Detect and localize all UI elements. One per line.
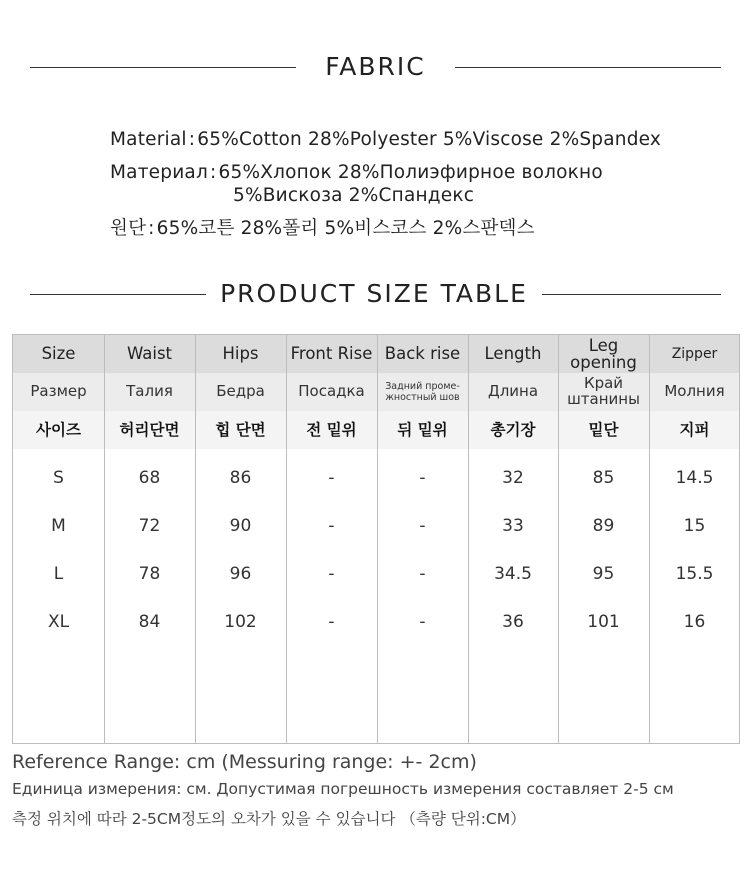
table-cell-zipper: 15 — [683, 516, 706, 537]
header-ko-hips: 힙 단면 — [215, 420, 266, 439]
header-ru-back-rise: Задний проме-жностный шов — [385, 380, 460, 403]
column-divider — [377, 335, 378, 743]
header-ko-length: 총기장 — [490, 420, 536, 439]
table-cell-leg-opening: 101 — [587, 612, 620, 633]
table-cell-waist: 68 — [138, 468, 161, 489]
table-cell-back-rise: - — [419, 516, 426, 537]
table-cell-zipper: 16 — [683, 612, 706, 633]
table-cell-hips: 90 — [229, 516, 252, 537]
header-ko-size: 사이즈 — [36, 420, 81, 439]
measurement-note-korean: 측정 위치에 따라 2-5CM정도의 오차가 있을 수 있습니다 （측량 단위:CM） — [12, 810, 526, 828]
table-cell-leg-opening: 95 — [592, 564, 615, 585]
table-cell-zipper: 15.5 — [675, 564, 714, 585]
table-cell-size: M — [51, 516, 66, 537]
table-cell-size: L — [53, 564, 64, 585]
table-cell-length: 33 — [502, 516, 524, 537]
table-cell-leg-opening: 85 — [592, 468, 615, 489]
size-table — [12, 334, 740, 744]
table-cell-back-rise: - — [419, 468, 426, 489]
material-russian: Материал : 65%Хлопок 28%Полиэфирное волокно — [110, 162, 603, 183]
fabric-title: FABRIC — [325, 52, 426, 81]
material-korean: 원단 : 65%코튼 28%폴리 5%비스코스 2%스판덱스 — [110, 218, 535, 239]
table-cell-hips: 102 — [224, 612, 257, 633]
header-ru-waist: Талия — [126, 382, 173, 401]
size-table-section-header — [0, 275, 750, 315]
table-cell-waist: 84 — [138, 612, 161, 633]
column-divider — [104, 335, 105, 743]
material-russian-continued: 5%Вискоза 2%Спандекс — [233, 185, 475, 206]
header-ru-size: Размер — [30, 382, 87, 401]
divider-line — [30, 67, 296, 68]
column-divider — [649, 335, 650, 743]
table-cell-front-rise: - — [328, 516, 335, 537]
header-ko-front-rise: 전 밑위 — [306, 420, 357, 439]
header-ko-leg-opening: 밑단 — [588, 420, 619, 439]
column-divider — [195, 335, 196, 743]
header-en-waist: Waist — [126, 344, 173, 364]
size-table-title: PRODUCT SIZE TABLE — [220, 279, 528, 308]
header-en-zipper: Zipper — [671, 345, 718, 362]
divider-line — [30, 294, 206, 295]
table-cell-size: XL — [47, 612, 70, 633]
table-cell-back-rise: - — [419, 612, 426, 633]
header-en-hips: Hips — [222, 344, 259, 364]
column-divider — [286, 335, 287, 743]
header-ru-zipper: Молния — [664, 382, 725, 401]
table-cell-length: 36 — [502, 612, 524, 633]
table-cell-leg-opening: 89 — [592, 516, 615, 537]
header-en-size: Size — [41, 344, 76, 364]
divider-line — [455, 67, 721, 68]
header-ko-waist: 허리단면 — [119, 420, 180, 439]
table-cell-size: S — [53, 468, 64, 489]
table-cell-length: 32 — [502, 468, 524, 489]
header-ru-front-rise: Посадка — [298, 382, 365, 401]
header-ko-back-rise: 뒤 밑위 — [397, 420, 448, 439]
table-cell-length: 34.5 — [494, 564, 532, 585]
measurement-note-english: Reference Range: cm (Messuring range: +- 2cm) — [12, 751, 477, 773]
material-english: Material : 65%Cotton 28%Polyester 5%Viscose 2%Spandex — [110, 129, 662, 150]
header-ko-zipper: 지퍼 — [679, 420, 710, 439]
header-en-length: Length — [484, 344, 542, 364]
table-cell-front-rise: - — [328, 564, 335, 585]
header-en-back-rise: Back rise — [384, 344, 461, 364]
table-cell-waist: 72 — [138, 516, 161, 537]
column-divider — [558, 335, 559, 743]
table-cell-hips: 96 — [229, 564, 252, 585]
column-divider — [468, 335, 469, 743]
header-en-leg-opening: Leg opening — [570, 335, 637, 372]
table-cell-front-rise: - — [328, 468, 335, 489]
table-cell-zipper: 14.5 — [675, 468, 714, 489]
table-cell-hips: 86 — [229, 468, 252, 489]
measurement-note-russian: Единица измерения: см. Допустимая погрешность измерения составляет 2-5 см — [12, 780, 674, 798]
fabric-section-header — [0, 48, 750, 88]
table-cell-back-rise: - — [419, 564, 426, 585]
header-ru-length: Длина — [487, 382, 539, 401]
table-cell-front-rise: - — [328, 612, 335, 633]
header-ru-hips: Бедра — [216, 382, 265, 401]
header-en-front-rise: Front Rise — [290, 344, 373, 364]
divider-line — [542, 294, 721, 295]
table-cell-waist: 78 — [138, 564, 161, 585]
header-ru-leg-opening: Край штанины — [567, 374, 640, 408]
